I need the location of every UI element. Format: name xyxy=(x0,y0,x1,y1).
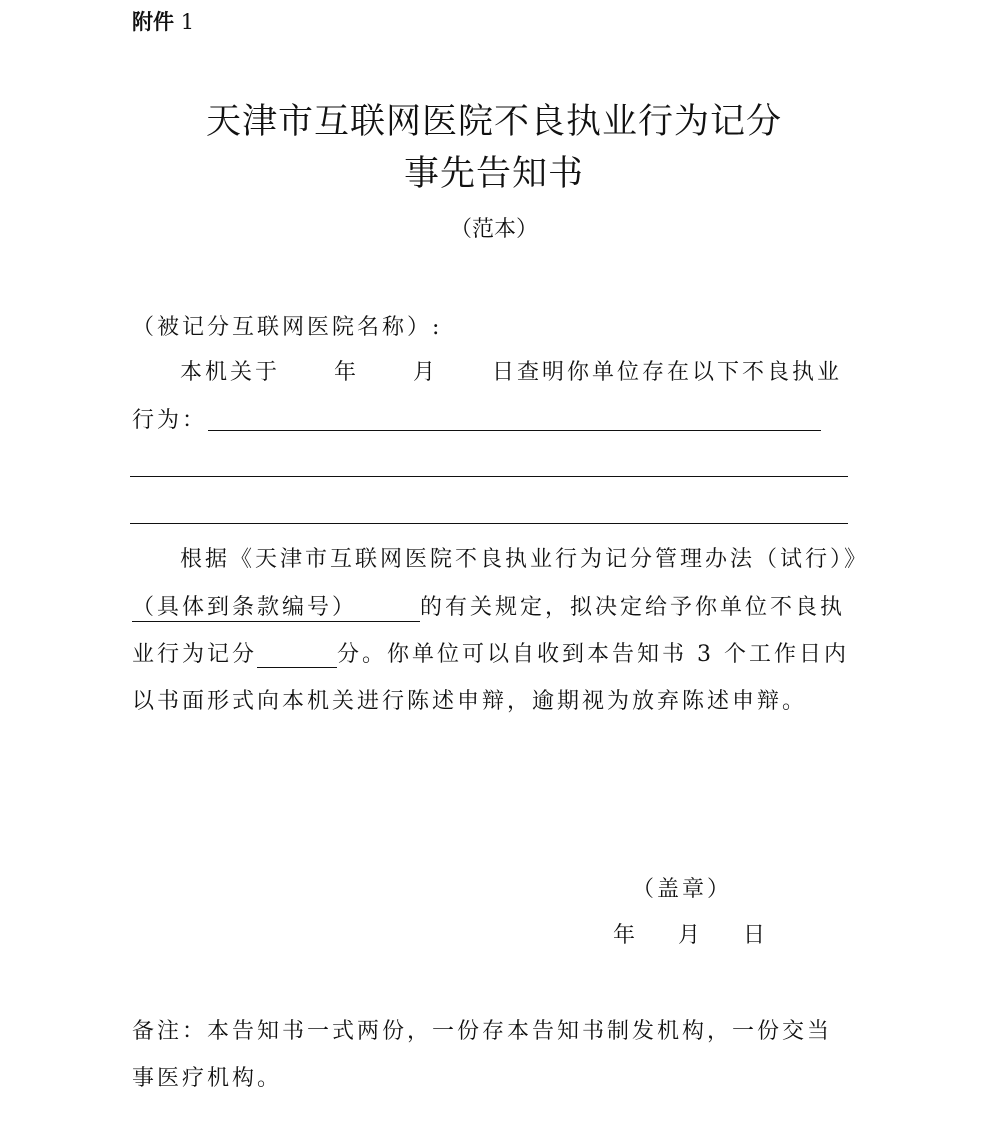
blank-underline-3 xyxy=(130,523,848,524)
document-title-line1: 天津市互联网医院不良执业行为记分 xyxy=(205,102,782,142)
finding-line2: 行为： xyxy=(132,408,208,433)
finding-month: 月 xyxy=(413,360,439,385)
score-blank xyxy=(257,641,337,668)
note-line2: 事医疗机构。 xyxy=(132,1066,283,1091)
attachment-number: 1 xyxy=(180,10,195,34)
document-subtitle: （范本） xyxy=(449,217,538,242)
basis-line2-rest: 的有关规定，拟决定给予你单位不良执 xyxy=(420,595,846,620)
basis-line1: 根据《天津市互联网医院不良执业行为记分管理办法（试行）》 xyxy=(180,547,870,572)
signature-date xyxy=(613,918,768,949)
recipient-line: （被记分互联网医院名称）: xyxy=(132,315,443,340)
seal-placeholder: （盖章） xyxy=(632,877,733,902)
basis-line4: 以书面形式向本机关进行陈述申辩，逾期视为放弃陈述申辩。 xyxy=(132,689,808,714)
finding-year: 年 xyxy=(334,360,360,385)
finding-suffix: 日查明你单位存在以下不良执业 xyxy=(492,360,843,385)
note-line1: 备注：本告知书一式两份，一份存本告知书制发机构，一份交当 xyxy=(132,1019,833,1044)
attachment-label xyxy=(132,6,194,36)
date-day: 日 xyxy=(743,923,769,948)
finding-line xyxy=(180,355,842,386)
blank-underline-1 xyxy=(208,430,821,431)
date-month: 月 xyxy=(678,923,704,948)
date-year: 年 xyxy=(613,923,639,948)
document-title-line2: 事先告知书 xyxy=(403,154,584,194)
finding-prefix: 本机关于 xyxy=(180,360,281,385)
basis-line2 xyxy=(132,590,845,622)
attachment-text: 附件 xyxy=(132,10,174,34)
blank-underline-2 xyxy=(130,476,848,477)
score-prefix: 业行为记分 xyxy=(132,642,258,667)
clause-number-blank: （具体到条款编号） xyxy=(132,590,420,622)
basis-line3 xyxy=(132,637,849,668)
score-suffix: 分。你单位可以自收到本告知书 3 个工作日内 xyxy=(337,642,850,667)
